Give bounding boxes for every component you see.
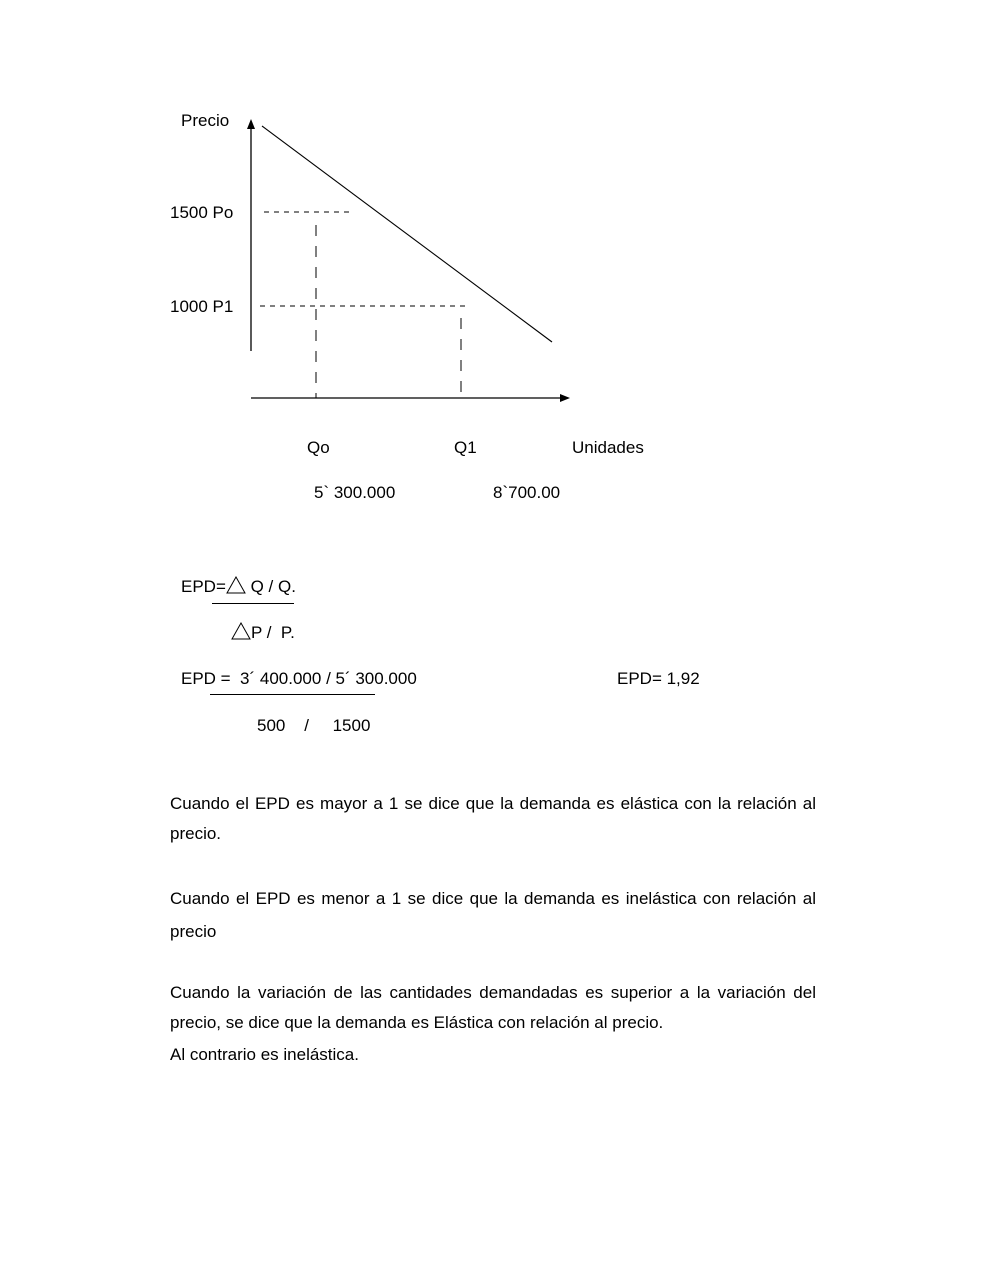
q1-label: Q1	[454, 438, 477, 457]
paragraph-variation: Cuando la variación de las cantidades demandadas es superior a la variación del precio, se dice que la demanda es Elástica con relación al precio.	[170, 983, 816, 1032]
q0-value: 5` 300.000	[314, 483, 396, 502]
x-axis-label: Unidades	[572, 438, 644, 457]
demand-diagram	[0, 0, 990, 420]
calc-denominator: 500 / 1500	[257, 716, 371, 735]
paragraph-elastic: Cuando el EPD es mayor a 1 se dice que la demanda es elástica con la relación al precio.	[170, 794, 816, 843]
demand-curve	[262, 126, 552, 342]
price-low-label: 1000 P1	[170, 297, 234, 316]
delta-icon	[231, 622, 251, 640]
formula-numerator: EPD= Q / Q.	[181, 577, 296, 596]
calc-fraction-bar	[210, 694, 375, 695]
price-high-label: 1500 Po	[170, 203, 234, 222]
q0-label: Qo	[307, 438, 330, 457]
y-axis-label: Precio	[181, 111, 230, 130]
calc-numerator: EPD = 3´ 400.000 / 5´ 300.000	[181, 669, 417, 688]
y-axis-arrow	[247, 119, 255, 129]
x-axis-arrow	[560, 394, 570, 402]
formula-denominator: P / P.	[231, 622, 295, 643]
epd-result: EPD= 1,92	[617, 669, 700, 688]
paragraph-contrary: Al contrario es inelástica.	[170, 1045, 359, 1064]
fraction-bar	[212, 603, 294, 604]
q1-value: 8`700.00	[493, 483, 561, 502]
delta-icon	[226, 576, 246, 594]
paragraph-inelastic: Cuando el EPD es menor a 1 se dice que la demanda es inelástica con relación al precio	[170, 889, 816, 941]
